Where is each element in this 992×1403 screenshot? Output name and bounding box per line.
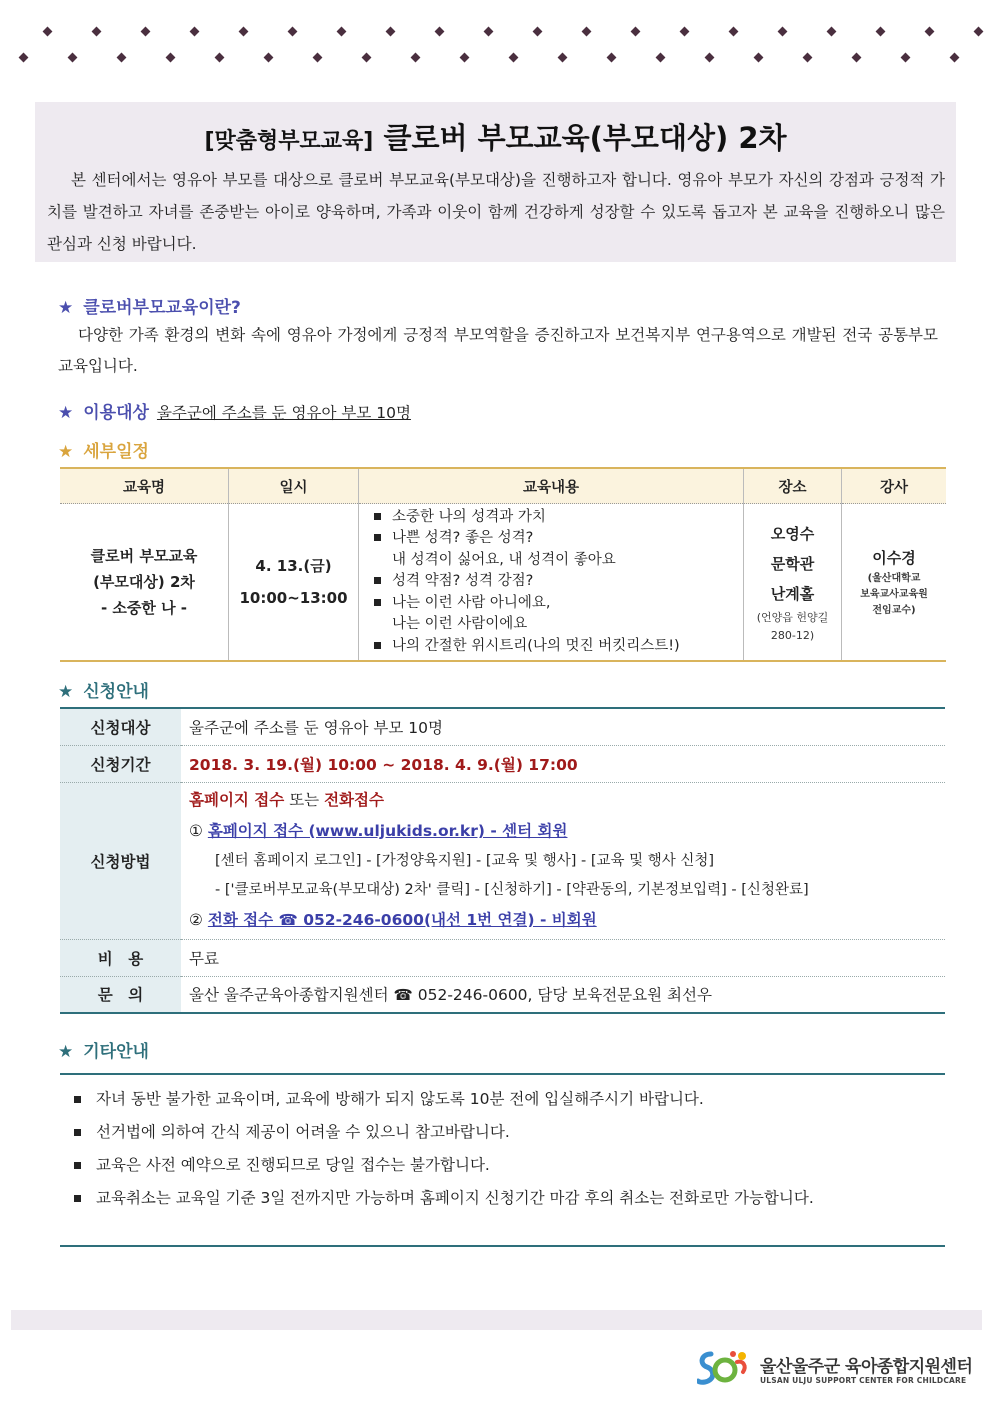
schedule-heading: ★ 세부일정 xyxy=(58,442,149,462)
diamond-icon xyxy=(141,27,151,37)
diamond-icon xyxy=(533,27,543,37)
method-phone: 전화접수 xyxy=(324,791,384,809)
diamond-icon xyxy=(264,53,274,63)
diamond-icon xyxy=(705,53,715,63)
lecturer-cell: 이수경 (울산대학교 보육교사교육원 전임교수) xyxy=(842,504,947,662)
diamond-icon xyxy=(729,27,739,37)
list-item: 나의 간절한 위시트리(나의 멋진 버킷리스트!) xyxy=(372,636,742,658)
diamond-icon xyxy=(337,27,347,37)
etc-list xyxy=(60,1075,945,1215)
diamond-icon xyxy=(778,27,788,37)
diamond-icon xyxy=(754,53,764,63)
schedule-row xyxy=(60,504,946,662)
star-icon: ★ xyxy=(58,403,74,423)
diamond-icon xyxy=(166,53,176,63)
diamond-icon xyxy=(435,27,445,37)
diamond-icon xyxy=(313,53,323,63)
etc-heading: ★ 기타안내 xyxy=(58,1042,149,1062)
diamond-icon xyxy=(386,27,396,37)
course-name-cell: 클로버 부모교육 (부모대상) 2차 - 소중한 나 - xyxy=(60,504,229,662)
list-item: 선거법에 의하여 간식 제공이 어려울 수 있으니 참고바랍니다. xyxy=(74,1116,935,1149)
diamond-icon xyxy=(582,27,592,37)
org-name-korean: 울산울주군 육아종합지원센터 xyxy=(760,1357,973,1377)
target-text: 울주군에 주소를 둔 영유아 부모 10명 xyxy=(156,404,411,422)
diamond-icon xyxy=(411,53,421,63)
schedule-header-row xyxy=(60,468,946,504)
col-header: 교육내용 xyxy=(359,468,744,504)
list-item: 자녀 동반 불가한 교육이며, 교육에 방해가 되지 않도록 10분 전에 입실해주시기 바랍니다. xyxy=(74,1083,935,1116)
table-row xyxy=(60,708,945,745)
col-header: 교육명 xyxy=(60,468,229,504)
row-label: 비 용 xyxy=(60,939,181,976)
title-prefix: [맞춤형부모교육] xyxy=(204,129,374,154)
diamond-icon xyxy=(509,53,519,63)
diamond-icon xyxy=(558,53,568,63)
diamond-icon xyxy=(803,53,813,63)
row-label: 신청대상 xyxy=(60,708,181,745)
method-step: - ['클로버부모교육(부모대상) 2차' 클릭] - [신청하기] - [약관동의, 기본정보입력] - [신청완료] xyxy=(215,882,809,898)
diamond-icon xyxy=(974,27,984,37)
footer-band xyxy=(11,1310,982,1330)
about-heading: ★ 클로버부모교육이란? xyxy=(58,298,241,318)
row-value: 울산 울주군육아종합지원센터 ☎ 052-246-0600, 담당 보육전문요원 최선우 xyxy=(189,986,712,1005)
diamond-icon xyxy=(901,53,911,63)
application-table xyxy=(60,707,945,1014)
phone-link[interactable]: 전화 접수 ☎ 052-246-0600(내선 1번 연결) - 비회원 xyxy=(207,911,597,929)
row-label: 신청기간 xyxy=(60,745,181,782)
diamond-icon xyxy=(460,53,470,63)
page-title xyxy=(35,116,956,157)
intro-text: 본 센터에서는 영유아 부모를 대상으로 클로버 부모교육(부모대상)을 진행하고자 합니다. 영유아 부모가 자신의 강점과 긍정적 가치를 발견하고 자녀를 존중받는 아이로 양육하며, 가족과 이웃이 함께 건강하게 성장할 수 있도록 돕고자 본 교육을 진행하오니 많은 관심과 신청 바랍니다. xyxy=(47,171,945,253)
diamond-icon xyxy=(68,53,78,63)
diamond-icon xyxy=(827,27,837,37)
content-list xyxy=(360,507,742,658)
diamond-border xyxy=(0,22,992,66)
table-row xyxy=(60,939,945,976)
date-cell: 4. 13.(금) 10:00~13:00 xyxy=(229,504,359,662)
diamond-icon xyxy=(656,53,666,63)
title-box xyxy=(35,102,956,262)
diamond-icon xyxy=(925,27,935,37)
schedule-table xyxy=(60,467,946,662)
table-row xyxy=(60,745,945,782)
method-homepage: 홈페이지 접수 xyxy=(189,791,285,809)
diamond-icon xyxy=(288,27,298,37)
list-item: 성격 약점? 성격 강점? xyxy=(372,571,742,593)
method-cell: 홈페이지 접수 또는 전화접수 ① 홈페이지 접수 (www.uljukids.or.kr) - 센터 회원 [센터 홈페이지 로그인] - [가정양육지원] - [교육 및 행사] - [교육 및 행사 신청] - ['클로버부모교육(부모대상) 2차' 클릭] - [신청하기] - [약관동의, 기본정보입력] - [신청완료] ② 전화 접수 ☎ 052-246-0600(내선 1번 연결) - 비회원 xyxy=(181,782,945,939)
star-icon: ★ xyxy=(58,682,74,702)
list-item: 교육취소는 교육일 기준 3일 전까지만 가능하며 홈페이지 신청기간 마감 후의 취소는 전화로만 가능합니다. xyxy=(74,1182,935,1215)
homepage-link[interactable]: 홈페이지 접수 (www.uljukids.or.kr) - 센터 회원 xyxy=(207,822,568,840)
row-label: 문 의 xyxy=(60,976,181,1013)
list-item: 나쁜 성격? 좋은 성격? 내 성격이 싫어요, 내 성격이 좋아요 xyxy=(372,528,742,571)
diamond-icon xyxy=(950,53,960,63)
diamond-icon xyxy=(852,53,862,63)
application-heading: ★ 신청안내 xyxy=(58,682,149,702)
diamond-icon xyxy=(876,27,886,37)
target-heading: ★ 이용대상 울주군에 주소를 둔 영유아 부모 10명 xyxy=(58,403,411,423)
diamond-icon xyxy=(117,53,127,63)
row-value: 울주군에 주소를 둔 영유아 부모 10명 xyxy=(189,718,443,737)
diamond-icon xyxy=(92,27,102,37)
diamond-icon xyxy=(680,27,690,37)
star-icon: ★ xyxy=(58,1042,74,1062)
title-main: 클로버 부모교육(부모대상) 2차 xyxy=(383,121,787,155)
diamond-icon xyxy=(43,27,53,37)
diamond-icon xyxy=(190,27,200,37)
row-value: 2018. 3. 19.(월) 10:00 ~ 2018. 4. 9.(월) 17:00 xyxy=(189,755,578,774)
diamond-icon xyxy=(362,53,372,63)
place-cell: 오영수 문학관 난계홀 (언양읍 헌양길 280-12) xyxy=(744,504,842,662)
row-value: 무료 xyxy=(189,949,219,968)
center-logo-icon xyxy=(697,1348,749,1390)
table-row xyxy=(60,782,945,939)
diamond-icon xyxy=(215,53,225,63)
diamond-icon xyxy=(631,27,641,37)
content-cell xyxy=(359,504,744,662)
star-icon: ★ xyxy=(58,442,74,462)
list-item: 교육은 사전 예약으로 진행되므로 당일 접수는 불가합니다. xyxy=(74,1149,935,1182)
col-header: 강사 xyxy=(842,468,947,504)
etc-box xyxy=(60,1073,945,1247)
row-label: 신청방법 xyxy=(60,782,181,939)
diamond-icon xyxy=(19,53,29,63)
star-icon: ★ xyxy=(58,298,74,318)
method-step: [센터 홈페이지 로그인] - [가정양육지원] - [교육 및 행사] - [교육 및 행사 신청] xyxy=(215,853,715,869)
col-header: 일시 xyxy=(229,468,359,504)
diamond-icon xyxy=(607,53,617,63)
org-name-english: ULSAN ULJU SUPPORT CENTER FOR CHILDCARE xyxy=(760,1376,967,1385)
col-header: 장소 xyxy=(744,468,842,504)
table-row xyxy=(60,976,945,1013)
list-item: 소중한 나의 성격과 가치 xyxy=(372,507,742,529)
list-item: 나는 이런 사람 아니에요, 나는 이런 사람이에요 xyxy=(372,593,742,636)
diamond-icon xyxy=(239,27,249,37)
diamond-icon xyxy=(484,27,494,37)
about-text: 다양한 가족 환경의 변화 속에 영유아 가정에게 긍정적 부모역할을 증진하고자 보건복지부 연구용역으로 개발된 전국 공통부모교육입니다. xyxy=(58,326,938,375)
